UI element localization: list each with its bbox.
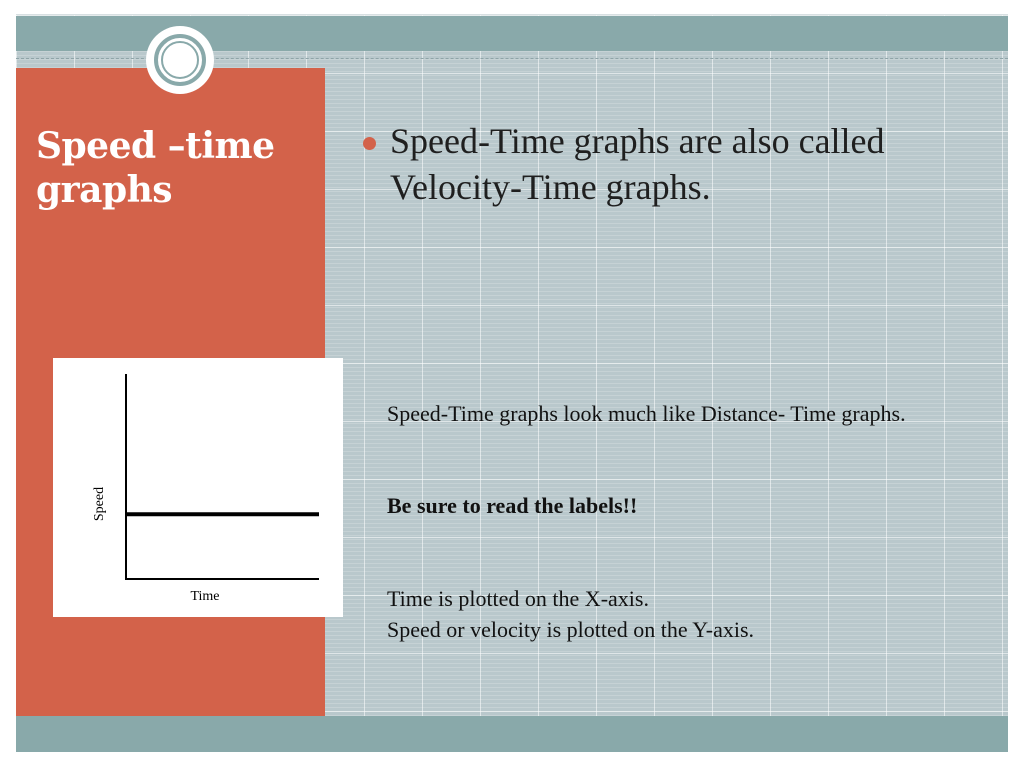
y-axis-label: Speed <box>92 486 107 522</box>
body-line-4: Speed or velocity is plotted on the Y-axis. <box>387 617 755 642</box>
slide-title: Speed –time graphs <box>36 125 275 211</box>
body-emphasis: Be sure to read the labels!! <box>387 493 638 518</box>
x-axis-label: Time <box>190 589 220 604</box>
body-line-3: Time is plotted on the X-axis. <box>387 586 649 611</box>
speed-time-graph <box>53 358 343 617</box>
bottom-band <box>16 716 1008 752</box>
graph-svg <box>53 358 343 617</box>
ring-ornament-icon <box>146 26 214 94</box>
bullet-text: Speed-Time graphs are also called Velocity-Time graphs. <box>390 121 885 207</box>
body-paragraph-1: Speed-Time graphs look much like Distance- Time graphs. <box>387 401 906 426</box>
bullet-item <box>360 118 990 210</box>
